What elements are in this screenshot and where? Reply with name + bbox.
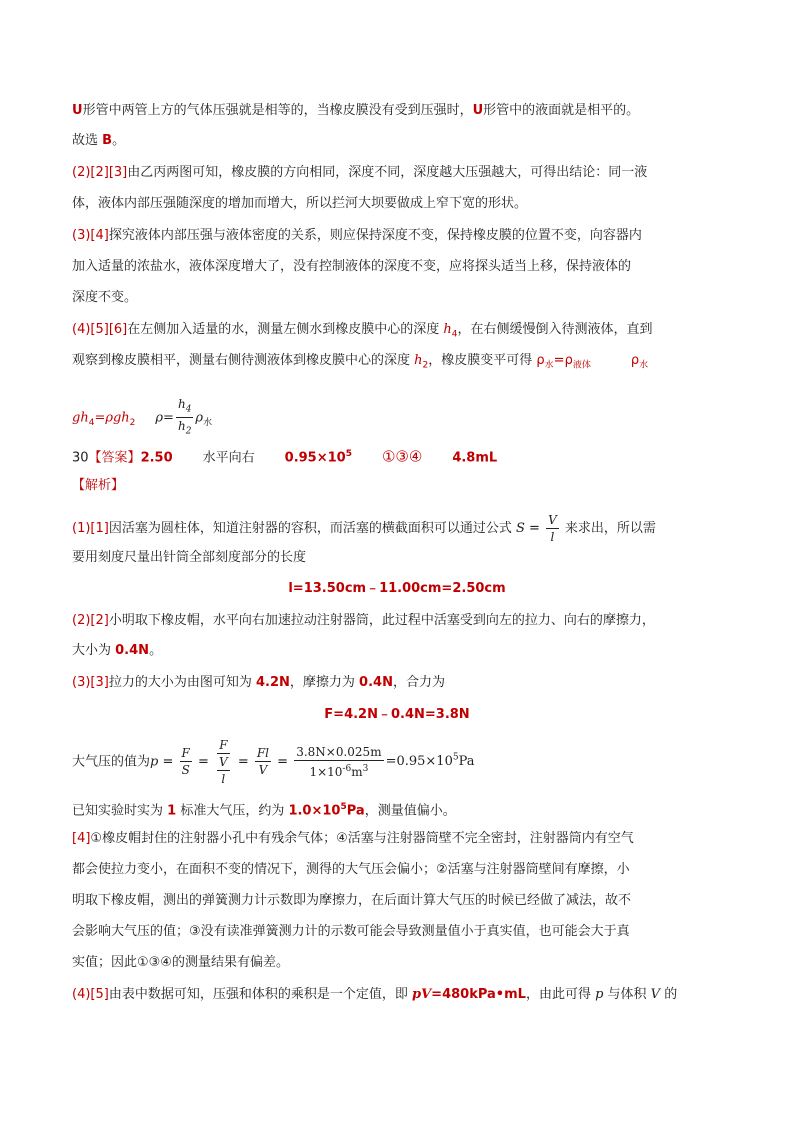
s3-l4-c: 标准大气压，约为 xyxy=(176,803,289,819)
rho-water-2-sub: 水 xyxy=(639,360,649,371)
f-over-v-over-l xyxy=(215,737,232,787)
p2-text1: 由乙丙两图可知，橡皮膜的方向相同，深度不同，深度越大压强越大，可得出结论：同一液 xyxy=(127,165,648,180)
s2-text2-c: 。 xyxy=(149,643,163,658)
s2-text1: 小明取下橡皮帽，水平向右加速拉动注射器筒，此过程中活塞受到向左的拉力、向右的摩擦力， xyxy=(108,613,655,628)
p4-line3 xyxy=(72,396,212,440)
s3-text-e: ，合力为 xyxy=(392,675,445,690)
s1-equals: = xyxy=(524,521,545,536)
fl-over-v xyxy=(255,745,271,778)
p4-text2-tail: ，橡皮膜变平可得 xyxy=(428,353,537,368)
s4-line5 xyxy=(72,953,289,973)
f2-den-den: l xyxy=(221,771,226,786)
h-ratio-fraction xyxy=(176,396,193,440)
h2-var: h xyxy=(414,353,423,368)
friction-value: 0.4N xyxy=(115,643,150,658)
rho-water-2: ρ xyxy=(630,353,640,368)
h2-den: h xyxy=(177,419,186,434)
s4-line3 xyxy=(72,891,631,911)
q30-answer-line xyxy=(72,444,497,468)
rho-water-1-sub: 水 xyxy=(544,360,554,371)
rho-water-3: ρ xyxy=(195,410,204,426)
f1-den: S xyxy=(181,763,190,778)
f3-num: Fl xyxy=(256,746,270,761)
s1-text2: 要用刻度尺量出针筒全部刻度部分的长度 xyxy=(72,550,307,565)
p2-line1 xyxy=(72,163,647,183)
p1-choice-prefix: 故选 xyxy=(72,133,103,148)
s4-line1 xyxy=(72,829,634,849)
p1-choice-suffix: 。 xyxy=(112,133,126,148)
h4-var: h xyxy=(443,322,452,337)
rho-eq: ρ= xyxy=(155,410,174,426)
s5-text-a: 由表中数据可知，压强和体积的乘积是一个定值，即 xyxy=(108,987,412,1002)
p1-line1 xyxy=(72,101,639,121)
s2-mark: (2)[2] xyxy=(72,613,109,628)
rho-gh2: =ρgh xyxy=(94,410,130,426)
s1-line1 xyxy=(72,512,656,545)
rho-water-3-sub: 水 xyxy=(203,417,213,428)
answer-tag: 【答案】 xyxy=(88,450,141,466)
s3-line4 xyxy=(72,797,456,821)
analysis-heading: 【解析】 xyxy=(72,478,125,493)
answer-1: 2.50 xyxy=(140,450,173,466)
s4-text1: ①橡皮帽封住的注射器小孔中有残余气体；④活塞与注射器筒壁不完全密封，注射器筒内有空气 xyxy=(90,831,634,846)
gh4-sub: 4 xyxy=(88,417,95,428)
answer-5: 4.8mL xyxy=(452,450,498,466)
area-S: S xyxy=(515,521,525,536)
pv-var: pV xyxy=(411,987,432,1002)
pv-value: =480kPa•mL xyxy=(431,987,526,1002)
f-over-s xyxy=(180,745,192,778)
p3-text3: 深度不变。 xyxy=(72,290,138,305)
s3-line1 xyxy=(72,673,445,693)
v-var: V xyxy=(650,987,661,1002)
pull-value: 4.2N xyxy=(255,675,290,690)
s4-text3: 明取下橡皮帽，测出的弹簧测力计示数即为摩擦力，在后面计算大气压的时候已经做了减法，故不 xyxy=(72,893,632,908)
f2-num: F xyxy=(219,737,228,752)
atm-unit: Pa xyxy=(346,803,365,819)
p1-line2 xyxy=(72,131,125,151)
p-var: p xyxy=(150,754,159,770)
h2-sub: 2 xyxy=(422,360,429,371)
rho-gh2-sub: 2 xyxy=(129,417,136,428)
friction-value-2: 0.4N xyxy=(359,675,393,690)
answer-3-sup: 5 xyxy=(345,449,352,459)
l-den: l xyxy=(550,530,555,544)
p3-text2: 加入适量的浓盐水，液体深度增大了，没有控制液体的深度不变，应将探头适当上移，保持液体的 xyxy=(72,259,632,274)
h4-sub: 4 xyxy=(451,329,458,340)
p-var-2: p xyxy=(595,987,604,1002)
s3-text-c: ，摩擦力为 xyxy=(289,675,360,690)
length-formula: l=13.50cm﹣11.00cm=2.50cm xyxy=(288,581,506,596)
gh4: gh xyxy=(72,410,89,426)
p1-choice: B xyxy=(102,133,113,148)
net-force-formula: F=4.2N﹣0.4N=3.8N xyxy=(324,707,470,722)
atm-count: 1 xyxy=(167,803,177,819)
answer-4: ①③④ xyxy=(381,447,423,466)
s4-text2: 都会使拉力变小，在面积不变的情况下，测得的大气压会偏小；②活塞与注射器筒壁间有摩擦，小 xyxy=(72,862,630,877)
p1-text-b: 形管中的液面就是相平的。 xyxy=(483,103,640,118)
eq-a: = xyxy=(158,754,178,770)
s5-mark: (4)[5] xyxy=(72,987,109,1002)
p4-mark: (4)[5][6] xyxy=(72,322,128,337)
p3-mark: (3)[4] xyxy=(72,228,109,243)
s5-text-h: 的 xyxy=(660,987,678,1002)
p4-text2: 观察到橡皮膜相平，测量右侧待测液体到橡皮膜中心的深度 xyxy=(72,353,415,368)
p1-text-a: 形管中两管上方的气体压强就是相等的，当橡皮膜没有受到压强时， xyxy=(82,103,473,118)
pressure-result-unit: Pa xyxy=(458,754,475,770)
pressure-formula-line: 大气压的值为p = $\frac{F}{S}$ = $\frac{F}{\frac{V}{l}}$ = $\frac{Fl}{V}$ = $\frac{3.8N\times 0.025m}{1\times 10^{-6}m^3}$ $=0.95\times 10^5Pa$ xyxy=(72,737,475,786)
f4-den-unit-sup: 3 xyxy=(362,763,369,774)
p3-text1: 探究液体内部压强与液体密度的关系，则应保持深度不变，保持橡皮膜的位置不变，向容器内 xyxy=(108,228,642,243)
p3-line3 xyxy=(72,288,137,308)
f1-num: F xyxy=(181,746,190,761)
s4-line2 xyxy=(72,860,630,880)
s3-l4-a: 已知实验时实为 xyxy=(72,803,168,819)
pressure-result: =0.95×10 xyxy=(385,754,453,770)
s1-line2 xyxy=(72,548,306,568)
f4-den-unit: m xyxy=(351,764,363,779)
p4-text1-tail: ，在右侧缓慢倒入待测液体，直到 xyxy=(457,322,653,337)
s4-text4: 会影响大气压的值；③没有读准弹簧测力计的示数可能会导致测量值小于真实值，也可能会大于真 xyxy=(72,924,630,939)
rho-liquid-sub: 液体 xyxy=(572,360,591,371)
h2-den-sub: 2 xyxy=(185,426,192,437)
s2-text2-a: 大小为 xyxy=(72,643,116,658)
h4-num: h xyxy=(177,397,186,411)
p4-line2 xyxy=(72,351,648,376)
rho-water-1: ρ xyxy=(536,353,545,368)
v-over-l-fraction xyxy=(546,512,559,545)
f4-den: 1×10 xyxy=(309,764,343,779)
s5-text-d: ，由此可得 xyxy=(525,987,596,1002)
h4-num-sub: 4 xyxy=(185,404,192,415)
p3-line1 xyxy=(72,226,642,246)
p2-line2 xyxy=(72,194,527,214)
s5-text-f: 与体积 xyxy=(603,987,651,1002)
p2-mark: (2)[2][3] xyxy=(72,165,128,180)
f4-den-sup: -6 xyxy=(342,763,352,774)
p2-text2: 体，液体内部压强随深度的增加而增大，所以拦河大坝要做成上窄下宽的形状。 xyxy=(72,196,528,211)
answer-2: 水平向右 xyxy=(202,450,255,466)
f3-den: V xyxy=(258,763,268,778)
rho-liquid: ρ xyxy=(564,353,573,368)
v-num: V xyxy=(548,513,557,527)
s4-text5: 实值；因此①③④的测量结果有偏差。 xyxy=(72,955,289,970)
s4-mark: [4] xyxy=(72,831,91,846)
answer-3: 0.95×10 xyxy=(284,450,346,466)
s3-mark: (3)[3] xyxy=(72,675,109,690)
s3-l4-f: ，测量值偏小。 xyxy=(364,803,456,819)
p4-line1 xyxy=(72,320,653,345)
s2-line2 xyxy=(72,641,162,661)
s2-line1 xyxy=(72,611,655,631)
atm-value: 1.0×10 xyxy=(288,803,341,819)
pressure-result-sup: 5 xyxy=(452,753,459,763)
s4-line4 xyxy=(72,922,630,942)
equals-1: = xyxy=(553,353,565,368)
p4-text1: 在左侧加入适量的水，测量左侧水到橡皮膜中心的深度 xyxy=(127,322,444,337)
pressure-label: 大气压的值为 xyxy=(72,754,151,770)
question-number: 30 xyxy=(72,450,89,466)
atm-value-sup: 5 xyxy=(340,802,347,812)
s1-text1: 因活塞为圆柱体，知道注射器的容积，而活塞的横截面积可以通过公式 xyxy=(108,521,516,536)
f2-den-num: V xyxy=(219,754,228,769)
s1-mark: (1)[1] xyxy=(72,521,109,536)
u-tube-label: U xyxy=(72,103,83,118)
numeric-fraction xyxy=(294,744,383,780)
s3-text-a: 拉力的大小为由图可知为 xyxy=(108,675,256,690)
s1-text1-tail: 来求出，所以需 xyxy=(560,521,656,536)
s5-line1 xyxy=(72,985,677,1005)
p3-line2 xyxy=(72,257,631,277)
f4-num: 3.8N×0.025m xyxy=(296,744,382,759)
u-tube-label-2: U xyxy=(472,103,484,118)
